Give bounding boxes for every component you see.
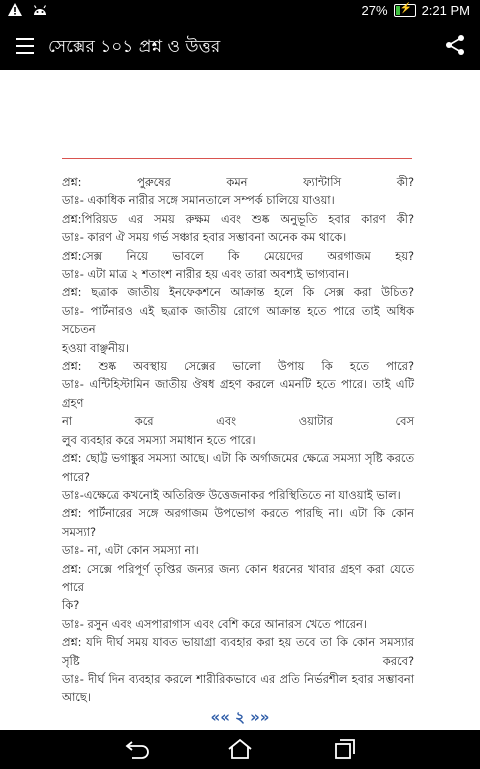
text-line: ডাঃ- রসুন এবং এসপারাগাস এবং বেশি করে আনারস খেতে পারেন। [62,616,367,631]
text-line: পারে? [62,469,90,484]
text-line: সৃষ্টি করবে? [62,653,414,668]
text-line: ডাঃ- পার্টনারও এই ছত্রাক জাতীয় রোগে আক্রান্ত হতে পারে তাই অধিক সচেতন [62,303,414,337]
status-bar [0,0,480,22]
text-line: প্রশ্ন: শুষ্ক অবস্থায় সেক্সের ভালো উপায় কি হতে পারে? [62,359,414,374]
text-line: প্রশ্ন: ছোট্ট ভগাঙ্কুর সমস্যা আছে। এটা কি অর্গাজমের ক্ষেত্রে সমস্যা সৃষ্টি করতে [62,451,414,466]
article-view[interactable] [0,70,480,730]
text-line: প্রশ্ন: পুরুষের কমন ফ্যান্টাসি কী? [62,175,414,189]
text-line: ডাঃ- না, এটা কোন সমস্যা না। [62,543,199,558]
text-line: ডাঃ- একাধিক নারীর সঙ্গে সমানতালে সম্পর্ক চালিয়ে যাওয়া। [62,193,335,208]
home-icon[interactable] [226,738,254,760]
text-line: আছে। [62,690,91,705]
app-bar [0,22,480,70]
divider [62,158,412,159]
text-line: প্রশ্ন: পার্টনারের সঙ্গে অরগাজম উপভোগ করতে পারছি না। এটা কি কোন সমস্যা? [62,506,414,539]
qa-text-block [62,173,414,707]
text-line: লুব ব্যবহার করে সমস্যা সমাধান হতে পারে। [62,432,256,447]
battery-icon: ⚡ [394,4,416,17]
text-line: ডাঃ- এটা মাত্র ২ শতাংশ নারীর হয় এবং তারা অবশ্যই ভাগ্যবান। [62,267,350,282]
menu-icon[interactable] [16,38,34,54]
pagination[interactable]: «« ২ »» [210,708,270,726]
battery-percent: 27% [361,3,388,18]
text-line: প্রশ্ন: ছত্রাক জাতীয় ইনফেকশনে আক্রান্ত হলে কি সেক্স করা উচিত? [62,285,414,300]
text-line: কি? [62,598,80,613]
text-line: প্রশ্ন:পিরিয়ড এর সময় রুক্ষম এবং শুষ্ক অনুভূতি হবার কারণ কী? [62,211,414,226]
navigation-bar [0,730,480,769]
text-line: ডাঃ- কারণ ঐ সময় গর্ভ সঞ্চার হবার সম্ভাবনা অনেক কম থাকে। [62,230,347,245]
clock: 2:21 PM [421,3,470,18]
text-line: ডাঃ- এন্টিহিস্টামিন জাতীয় ঔষধ গ্রহণ করলে এমনটি হতে পারে। তাই এটি গ্রহণ [62,377,414,410]
text-line: প্রশ্ন: সেক্সে পরিপূর্ণ তৃপ্তির জন্যর জন্য কোন ধরনের খাবার গ্রহণ করা যেতে পারে [62,561,414,594]
recent-apps-icon[interactable] [330,738,358,760]
android-icon [32,3,48,16]
text-line: ডাঃ-এক্ষেত্রে কখনোই অতিরিক্ত উত্তেজনাকর পরিস্থিতিতে না যাওয়াই ভাল। [62,487,401,502]
text-line: প্রশ্ন:সেক্স নিয়ে ভাবলে কি মেয়েদের অরগাজম হয়? [62,248,414,263]
text-line: না করে এবং ওয়াটার বেস [62,414,414,429]
warning-icon [8,3,22,16]
back-icon[interactable] [124,738,152,760]
text-line: ডাঃ- দীর্ঘ দিন ব্যবহার করলে শারীরিকভাবে এর প্রতি নির্ভরশীল হবার সম্ভাবনা [62,671,414,686]
text-line: হওয়া বাঞ্ছনীয়। [62,340,129,355]
share-icon[interactable] [444,34,466,56]
text-line: প্রশ্ন: যদি দীর্ঘ সময় যাবত ভায়াগ্রা ব্যবহার করা হয় তবে তা কি কোন সমস্যার [62,635,414,650]
page-title: সেক্সের ১০১ প্রশ্ন ও উত্তর [48,37,221,57]
